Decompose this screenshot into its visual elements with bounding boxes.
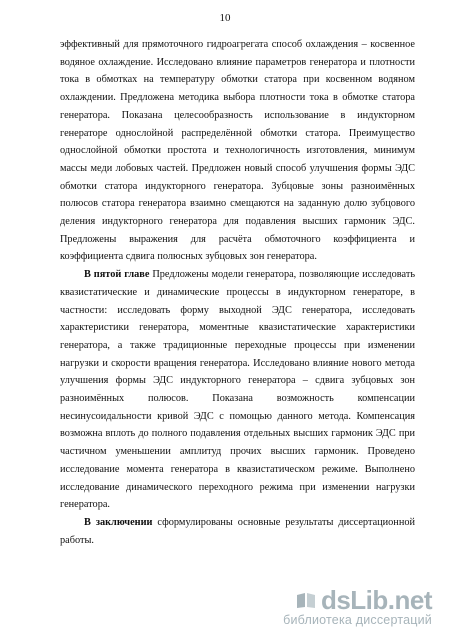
paragraph-chapter-five: [60, 266, 415, 514]
page-number: 10: [219, 12, 231, 24]
paragraph-lead-bold: В заключении: [84, 516, 153, 528]
paragraph-text: эффективный для прямоточного гидроагрегата способ охлаждения – косвенное водяное охлаждение. Исследовано влияние параметров генератора и плотности тока в обмотках на температуру обмотки статора при косвенном водяном охлаждении. Предложена методика выбора плотности тока в обмотке статора генератора. Показана целесообразность использование в индукторном генераторе однослойной распределённой обмотки статора. Преимущество однослойной обмотки простота и технологичность изготовления, минимум массы меди лобовых частей. Предложен новый способ улучшения формы ЭДС обмотки статора индукторного генератора. Зубцовые зоны разноимённых полюсов статора генератора взаимно смещаются на заданную долю зубцового деления индукторного генератора для подавления высших гармоник ЭДС. Предложены выражения для расчёта обмоточного коэффициента и коэффициента сдвига полюсных зубцовых зон генератора.: [60, 39, 415, 263]
paragraph-continuation: [60, 36, 415, 266]
paragraph-lead-bold: В пятой главе: [84, 269, 150, 281]
paragraph-text: Предложены модели генератора, позволяющие исследовать квазистатические и динамические процессы в индукторном генераторе, в частности: исследовать форму выходной ЭДС генератора, исследовать характеристики генератора, моментные квазистатические характеристики генератора, а также традиционные переходные процессы при изменении нагрузки и скорости вращения генератора. Исследовано влияние нового метода улучшения формы ЭДС индукторного генератора – сдвига зубцовых зон разноимённых полюсов. Показана возможность компенсации несинусоидальности кривой ЭДС с помощью данного метода. Компенсация возможна вплоть до полного подавления отдельных высших гармоник ЭДС при частичном уменьшении амплитуд прочих высших гармоник. Проведено исследование момента генератора в квазистатическом режиме. Выполнено исследование динамического переходного режима при изменении нагрузки генератора.: [60, 269, 416, 511]
paragraph-conclusion: [60, 514, 415, 549]
book-icon: [295, 591, 317, 609]
paragraph-text: сформулированы основные результаты диссертационной работы.: [60, 516, 415, 546]
watermark-subtitle: библиотека диссертаций: [283, 613, 432, 627]
watermark: [283, 587, 432, 628]
watermark-logo: [283, 587, 432, 613]
watermark-logo-text: dsLib.net: [320, 585, 432, 615]
document-body: [60, 36, 415, 549]
